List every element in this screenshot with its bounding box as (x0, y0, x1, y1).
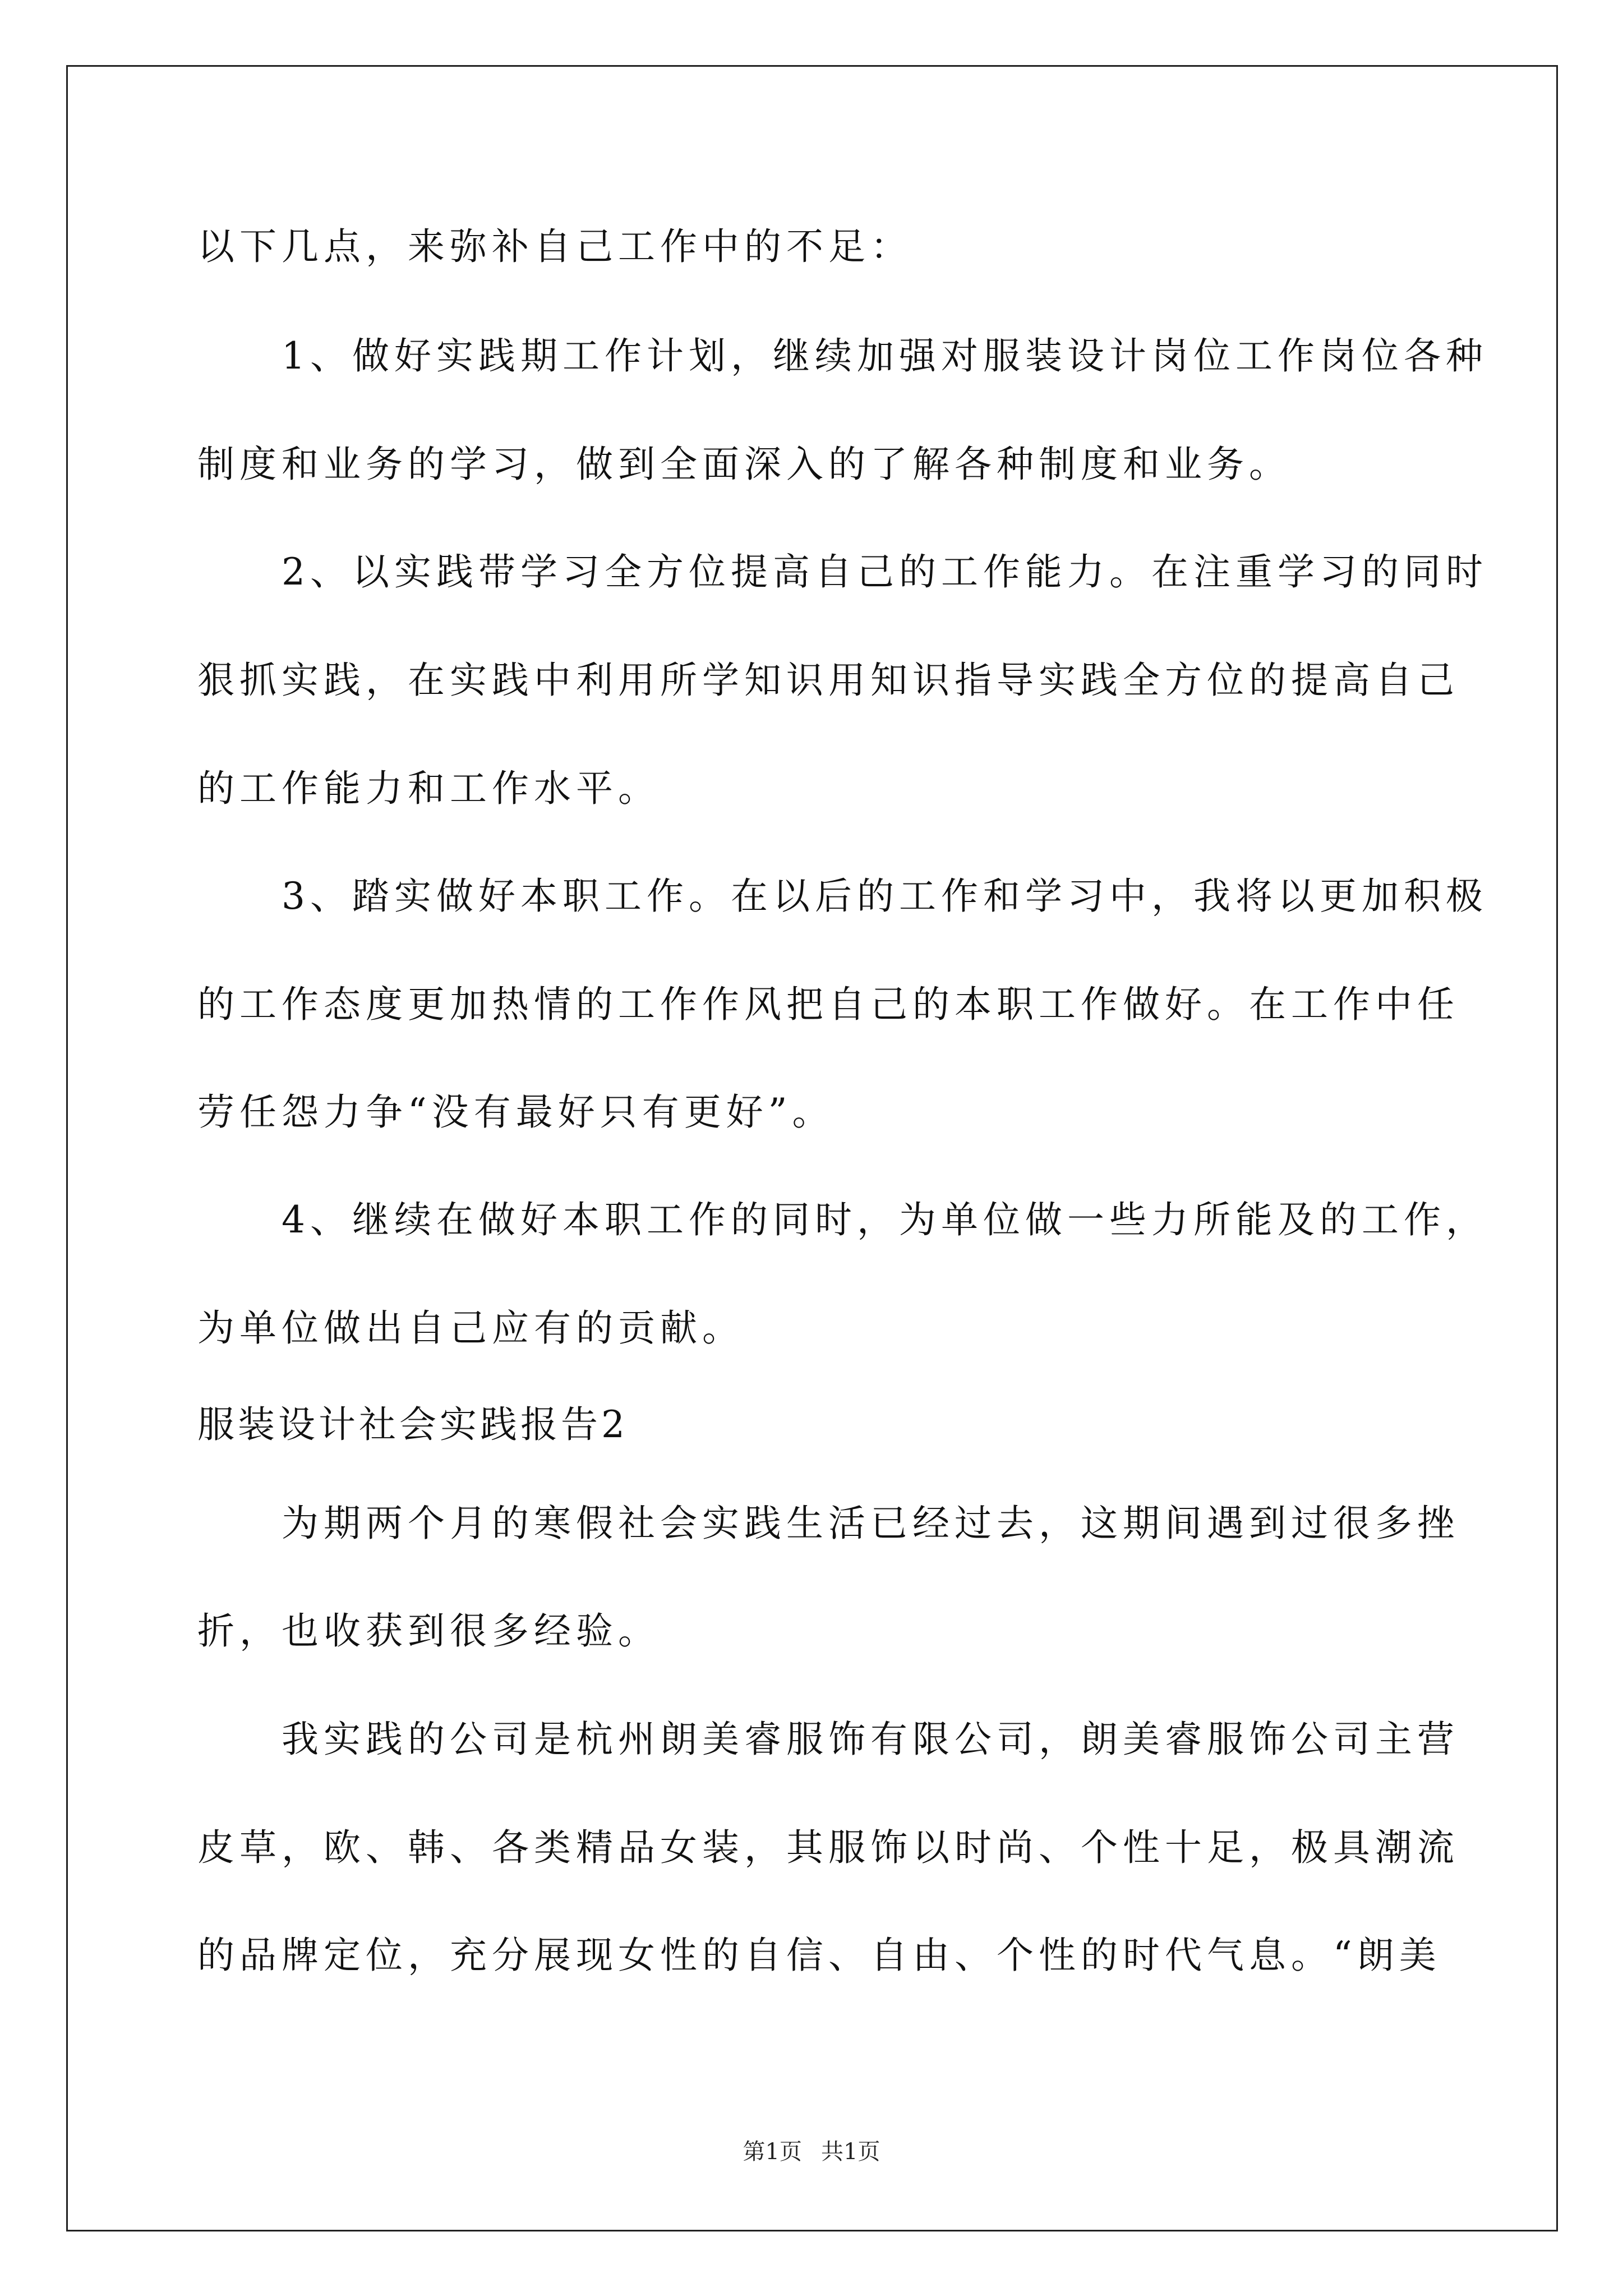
page-total: 共1页 (821, 2139, 880, 2165)
text-line: 为单位做出自己应有的贡献。 (197, 1306, 744, 1350)
text-line: 4、继续在做好本职工作的同时，为单位做一些力所能及的工作， (282, 1198, 1488, 1241)
text-line: 皮草，欧、韩、各类精品女装，其服饰以时尚、个性十足，极具潮流 (197, 1826, 1459, 1869)
text-line: 的品牌定位，充分展现女性的自信、自由、个性的时代气息。“朗美 (197, 1934, 1441, 1977)
page-footer (0, 2138, 1623, 2165)
text-line: 为期两个月的寒假社会实践生活已经过去，这期间遇到过很多挫 (282, 1502, 1459, 1545)
text-line: 我实践的公司是杭州朗美睿服饰有限公司，朗美睿服饰公司主营 (282, 1718, 1459, 1761)
section-heading: 服装设计社会实践报告2 (197, 1403, 628, 1446)
text-line: 折，也收获到很多经验。 (197, 1609, 660, 1653)
page-number: 第1页 (743, 2139, 802, 2165)
text-line: 制度和业务的学习，做到全面深入的了解各种制度和业务。 (197, 443, 1291, 486)
text-line: 劳任怨力争“没有最好只有更好”。 (197, 1091, 834, 1134)
text-line: 狠抓实践，在实践中利用所学知识用知识指导实践全方位的提高自己 (197, 659, 1459, 702)
text-line: 以下几点，来弥补自己工作中的不足： (197, 225, 912, 268)
text-line: 的工作态度更加热情的工作作风把自己的本职工作做好。在工作中任 (197, 983, 1459, 1026)
text-line: 的工作能力和工作水平。 (197, 767, 660, 810)
text-line: 3、踏实做好本职工作。在以后的工作和学习中，我将以更加积极 (282, 875, 1488, 918)
text-line: 2、以实践带学习全方位提高自己的工作能力。在注重学习的同时 (282, 550, 1488, 593)
page-border (66, 65, 1558, 2231)
text-line: 1、做好实践期工作计划，继续加强对服装设计岗位工作岗位各种 (282, 334, 1488, 378)
